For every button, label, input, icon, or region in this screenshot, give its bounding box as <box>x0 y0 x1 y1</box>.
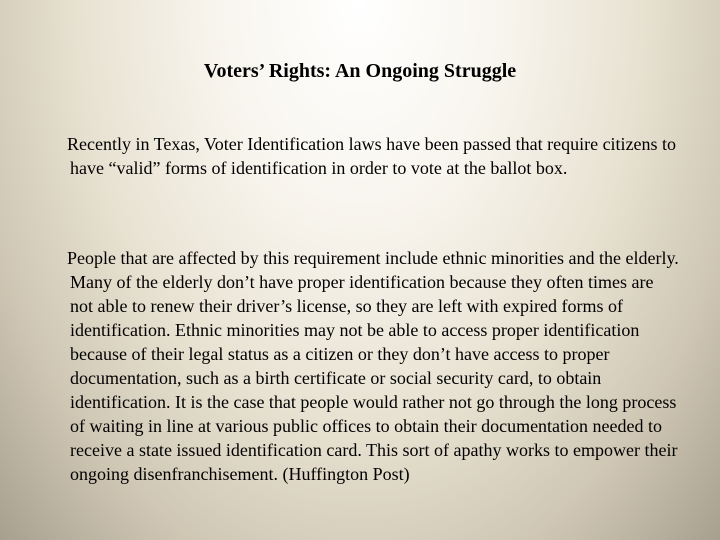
slide-title: Voters’ Rights: An Ongoing Struggle <box>203 60 517 82</box>
paragraph-texas-voter-id: Recently in Texas, Voter Identification laws have been passed that require citizens to have “valid” forms of identification in order to vote at the ballot box. <box>67 134 677 178</box>
paragraph-affected-groups: People that are affected by this requirement include ethnic minorities and the elderly. Many of the elderly don’t have proper identification because they often times are not able to renew their driver’s license, so they are left with expired forms of identification. Ethnic minorities may not be able to access proper identification because of their legal status as a citizen or they don’t have access to proper documentation, such as a birth certificate or social security card, to obtain identification. It is the case that people would rather not go through the long process of waiting in line at various public offices to obtain their documentation needed to receive a state issued identification card. This sort of apathy works to empower their ongoing disenfranchisement. (Huffington Post) <box>67 248 679 484</box>
